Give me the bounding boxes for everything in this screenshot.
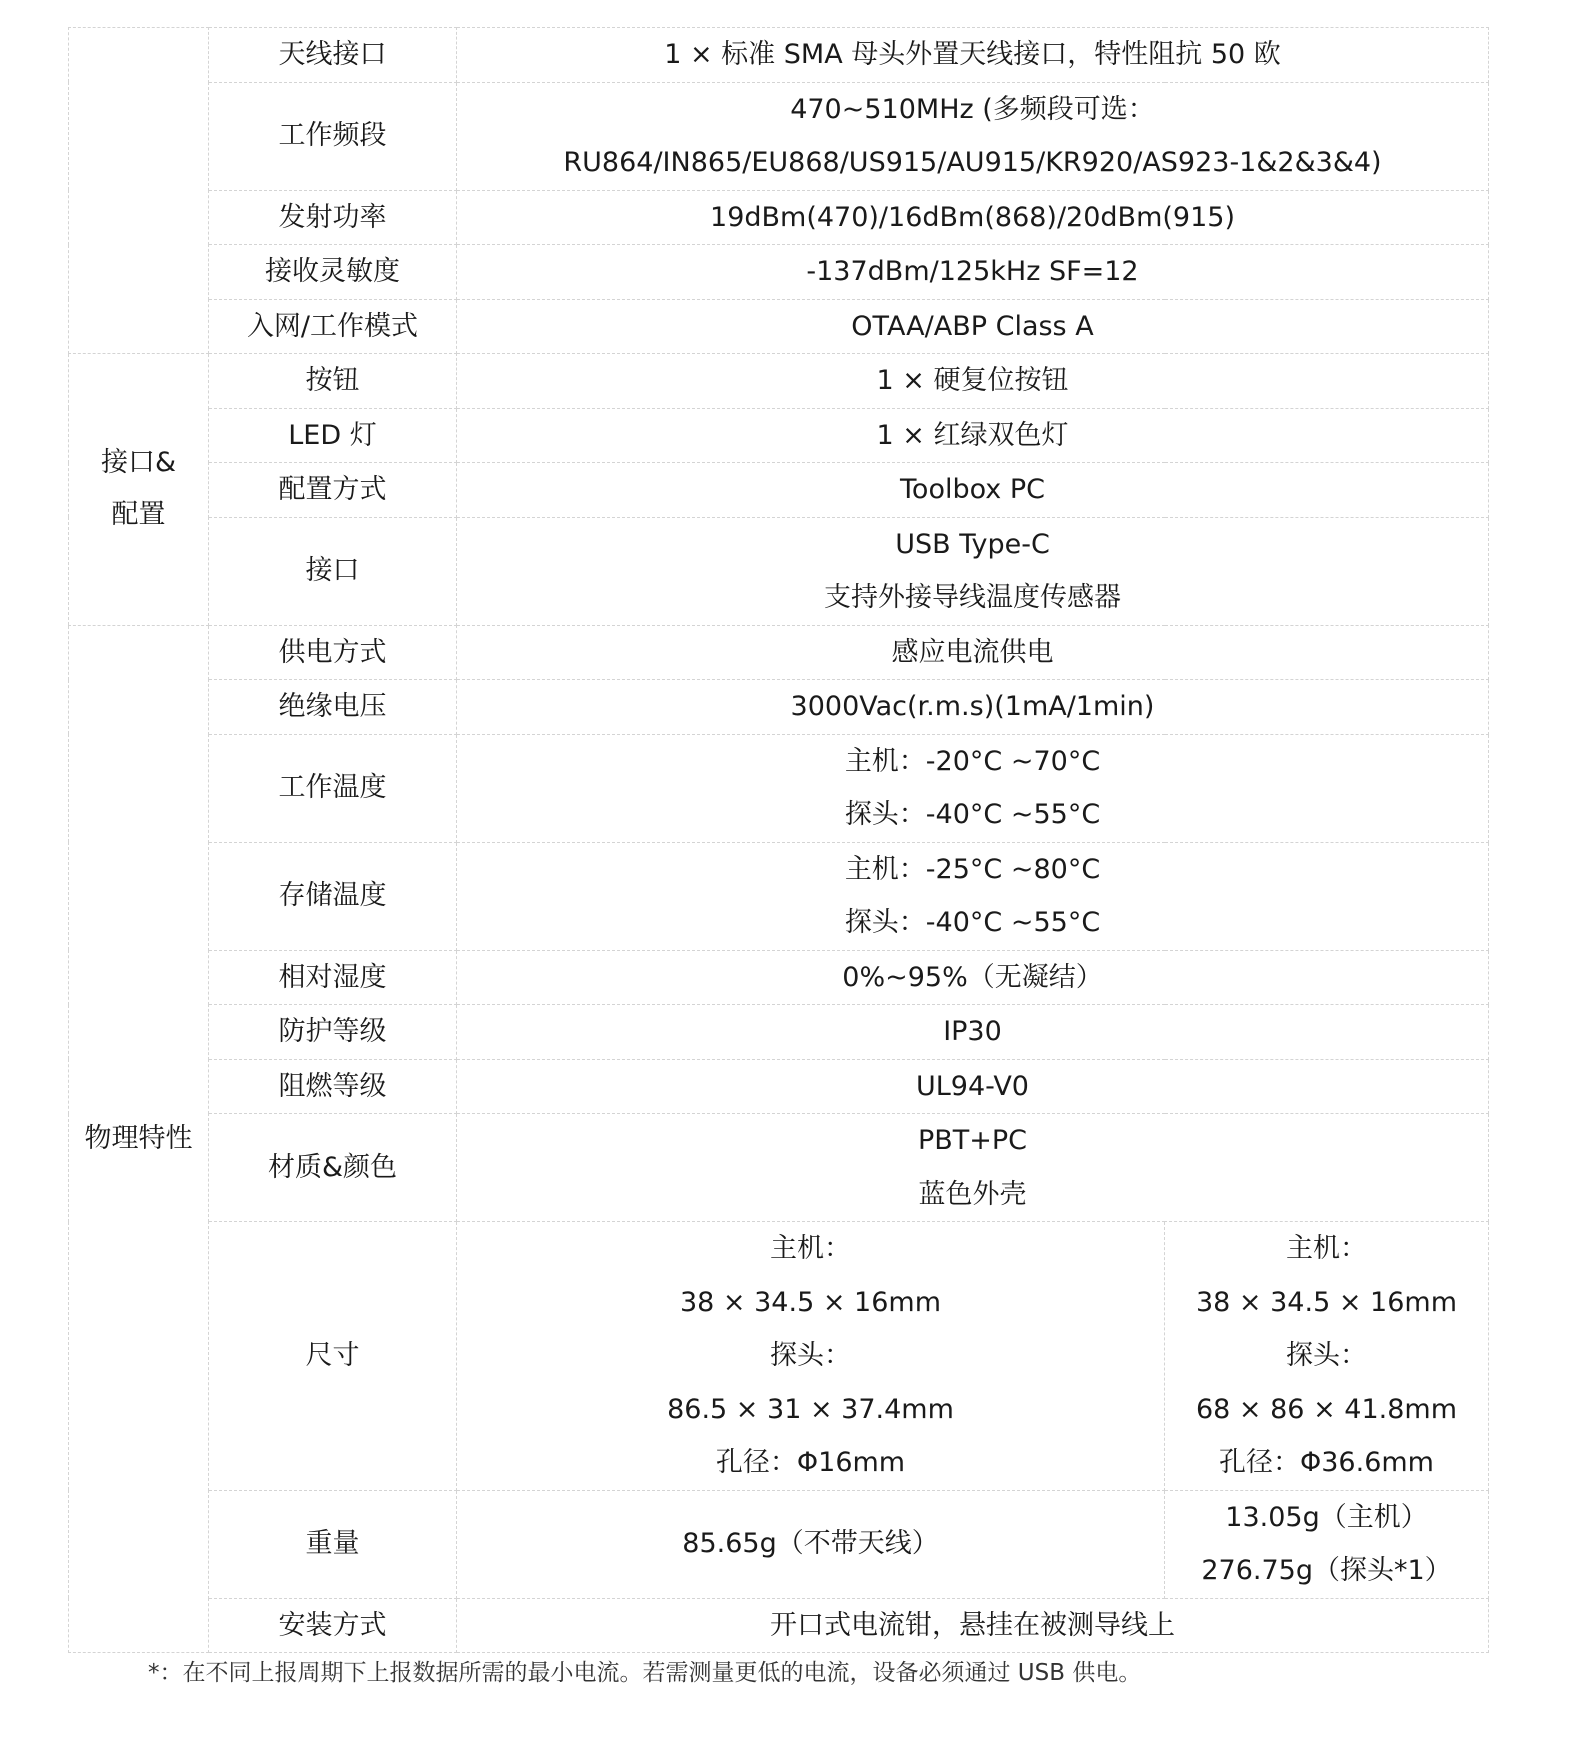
spec-table	[68, 27, 1489, 1653]
table-row	[69, 680, 1489, 735]
row-label: 材质&颜色	[209, 1114, 457, 1222]
value-line: 主机：-20°C ~70°C	[844, 745, 1101, 777]
value-line: 探头：-40°C ~55°C	[844, 799, 1101, 830]
table-row	[69, 1598, 1489, 1653]
row-label: 接口	[209, 517, 457, 625]
row-label: 工作温度	[209, 734, 457, 842]
category-cell-interface-config	[69, 354, 209, 626]
row-value: 3000Vac(r.m.s)(1mA/1min)	[457, 680, 1489, 735]
value-line: 探头：	[1286, 1340, 1367, 1371]
row-value	[457, 517, 1489, 625]
row-label: 发射功率	[209, 190, 457, 245]
row-value: UL94-V0	[457, 1059, 1489, 1114]
value-line: RU864/IN865/EU868/US915/AU915/KR920/AS923-1&2&3&4)	[563, 147, 1382, 178]
row-value: 1 × 标准 SMA 母头外置天线接口，特性阻抗 50 欧	[457, 28, 1489, 83]
value-line: 主机：	[770, 1233, 851, 1264]
row-value: 开口式电流钳，悬挂在被测导线上	[457, 1598, 1489, 1653]
row-label: 存储温度	[209, 842, 457, 950]
value-line: 38 × 34.5 × 16mm	[1195, 1286, 1457, 1318]
table-row	[69, 463, 1489, 518]
row-value: 0%~95%（无凝结）	[457, 950, 1489, 1005]
footnote: *：在不同上报周期下上报数据所需的最小电流。若需测量更低的电流，设备必须通过 USB 供电。	[148, 1660, 1142, 1686]
table-row	[69, 408, 1489, 463]
value-line: 孔径：Φ36.6mm	[1219, 1447, 1434, 1478]
row-label: 尺寸	[209, 1222, 457, 1491]
value-line: 470~510MHz (多频段可选：	[790, 93, 1155, 125]
row-label: 相对湿度	[209, 950, 457, 1005]
row-value-right	[1165, 1490, 1489, 1598]
row-value-left: 85.65g（不带天线）	[457, 1490, 1165, 1598]
row-label: 供电方式	[209, 625, 457, 680]
table-row	[69, 1490, 1489, 1598]
row-value: OTAA/ABP Class A	[457, 299, 1489, 354]
table-row	[69, 190, 1489, 245]
table-row	[69, 842, 1489, 950]
row-label: 防护等级	[209, 1005, 457, 1060]
row-value: Toolbox PC	[457, 463, 1489, 518]
table-row	[69, 1005, 1489, 1060]
row-value: -137dBm/125kHz SF=12	[457, 245, 1489, 300]
row-label: 配置方式	[209, 463, 457, 518]
row-value	[457, 734, 1489, 842]
table-row	[69, 625, 1489, 680]
category-line: 接口&	[100, 447, 177, 479]
value-line: 13.05g（主机）	[1225, 1501, 1428, 1533]
row-value: 19dBm(470)/16dBm(868)/20dBm(915)	[457, 190, 1489, 245]
table-row	[69, 517, 1489, 625]
table-row	[69, 1059, 1489, 1114]
row-label: 绝缘电压	[209, 680, 457, 735]
row-label: 重量	[209, 1490, 457, 1598]
value-line: 探头：-40°C ~55°C	[844, 907, 1101, 938]
row-value: IP30	[457, 1005, 1489, 1060]
value-line: 孔径：Φ16mm	[715, 1447, 906, 1478]
table-row	[69, 354, 1489, 409]
value-line: 支持外接导线温度传感器	[824, 582, 1121, 613]
table-row	[69, 1114, 1489, 1222]
row-value: 感应电流供电	[457, 625, 1489, 680]
category-line: 配置	[111, 499, 166, 531]
value-line: PBT+PC	[917, 1125, 1028, 1156]
value-line: 主机：	[1286, 1233, 1367, 1264]
row-value	[457, 82, 1489, 190]
value-line: 86.5 × 31 × 37.4mm	[667, 1393, 954, 1425]
table-row	[69, 299, 1489, 354]
value-line: 68 × 86 × 41.8mm	[1195, 1393, 1457, 1425]
table-row	[69, 734, 1489, 842]
value-line: USB Type-C	[895, 528, 1050, 560]
row-value: 1 × 红绿双色灯	[457, 408, 1489, 463]
category-cell-physical: 物理特性	[69, 625, 209, 1653]
table-row	[69, 1222, 1489, 1491]
category-cell-empty	[69, 28, 209, 354]
value-line: 主机：-25°C ~80°C	[844, 853, 1101, 885]
row-value: 1 × 硬复位按钮	[457, 354, 1489, 409]
value-line: 蓝色外壳	[918, 1178, 1027, 1210]
row-label: 阻燃等级	[209, 1059, 457, 1114]
row-label: 入网/工作模式	[209, 299, 457, 354]
row-label: 工作频段	[209, 82, 457, 190]
row-label: LED 灯	[209, 408, 457, 463]
value-line: 276.75g（探头*1）	[1201, 1555, 1452, 1586]
table-row	[69, 28, 1489, 83]
row-label: 接收灵敏度	[209, 245, 457, 300]
value-line: 38 × 34.5 × 16mm	[679, 1286, 941, 1318]
table-row	[69, 245, 1489, 300]
row-value	[457, 842, 1489, 950]
row-value-left	[457, 1222, 1165, 1491]
value-line: 探头：	[770, 1340, 851, 1371]
row-label: 按钮	[209, 354, 457, 409]
table-row	[69, 82, 1489, 190]
row-label: 天线接口	[209, 28, 457, 83]
row-label: 安装方式	[209, 1598, 457, 1653]
table-row	[69, 950, 1489, 1005]
row-value-right	[1165, 1222, 1489, 1491]
row-value	[457, 1114, 1489, 1222]
